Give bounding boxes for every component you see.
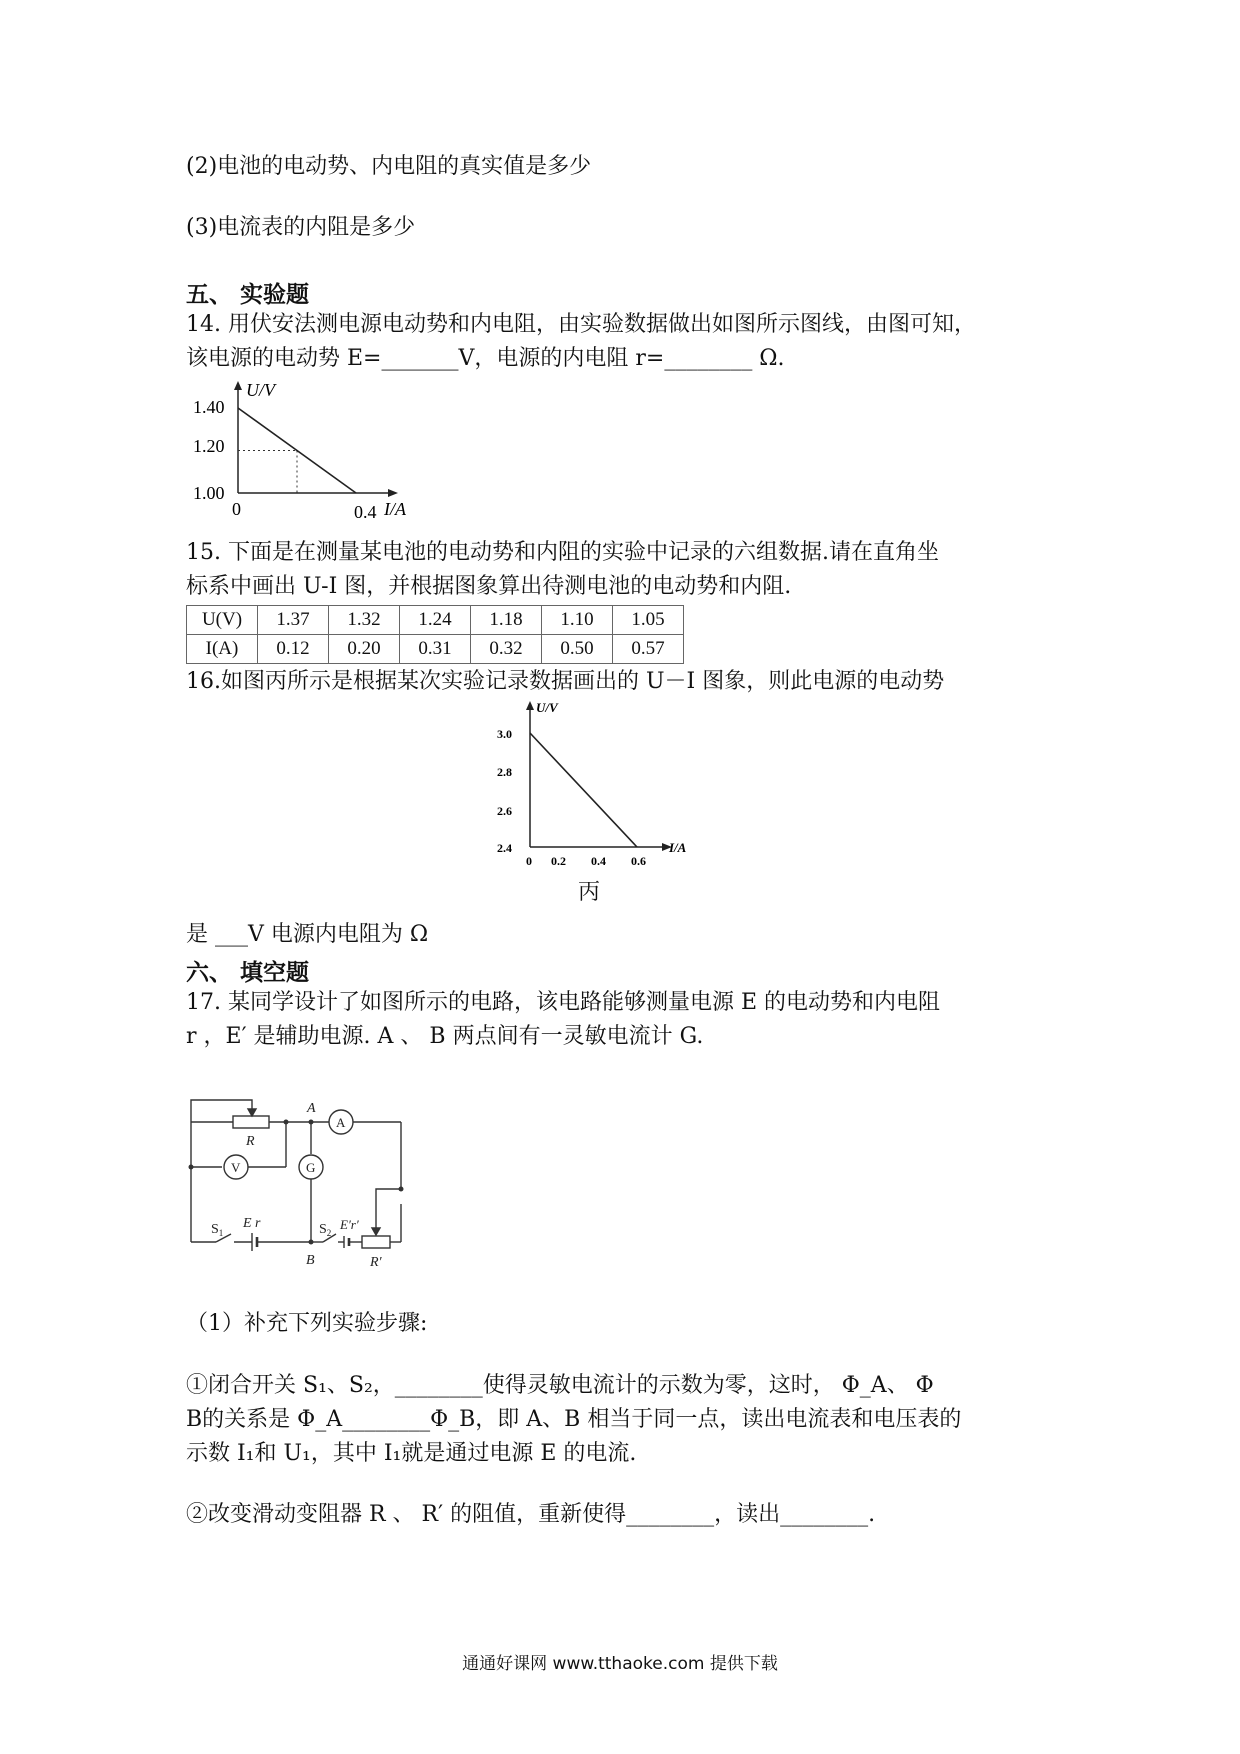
q17-step1-line1: ①闭合开关 S₁、S₂，________使得灵敏电流计的示数为零，这时， Φ_A、 Φ (186, 1373, 934, 1398)
q17-step-title: （1）补充下列实验步骤: (186, 1311, 428, 1336)
label-source-e-r: E r (243, 1216, 261, 1231)
q17-line2: r ，E′ 是辅助电源. A 、 B 两点间有一灵敏电流计 G. (186, 1024, 704, 1049)
section-6-title: 六、 填空题 (186, 960, 310, 986)
q13-part3: (3)电流表的内阻是多少 (186, 215, 416, 240)
q17-circuit-diagram (186, 1092, 426, 1272)
q16-chart (485, 697, 705, 872)
q15-line2: 标系中画出 U-I 图，并根据图象算出待测电池的电动势和内阻. (186, 574, 792, 599)
table-row (187, 606, 684, 635)
q16-x-axis-label: I/A (669, 840, 687, 855)
q16-y-axis-label: U/V (536, 700, 558, 715)
table-cell: 0.50 (542, 635, 613, 664)
q14-x-arrow (388, 489, 398, 497)
q16-line1: 16.如图丙所示是根据某次实验记录数据画出的 U－I 图象，则此电源的电动势 (186, 669, 945, 694)
q16-y-arrow (526, 701, 534, 710)
q16-y-tick-1: 3.0 (497, 727, 512, 741)
table-cell-u-label: U(V) (187, 606, 258, 635)
voltmeter-v-symbol: V (231, 1160, 241, 1175)
q14-data-line (238, 408, 356, 493)
q14-x-tick-1: 0.4 (354, 502, 377, 518)
q16-data-line (530, 733, 637, 847)
q16-x-tick-1: 0.2 (551, 854, 566, 868)
q14-x-axis-label: I/A (384, 499, 406, 518)
table-cell: 0.57 (613, 635, 684, 664)
q14-y-tick-1: 1.40 (193, 397, 225, 417)
table-cell-i-label: I(A) (187, 635, 258, 664)
q16-y-tick-4: 2.4 (497, 841, 512, 855)
table-cell: 0.31 (400, 635, 471, 664)
table-row (187, 635, 684, 664)
q14-chart (186, 378, 426, 518)
table-cell: 1.10 (542, 606, 613, 635)
table-cell: 1.24 (400, 606, 471, 635)
q17-line1: 17. 某同学设计了如图所示的电路，该电路能够测量电源 E 的电动势和内电阻 (186, 990, 941, 1015)
q16-x-tick-3: 0.6 (631, 854, 646, 868)
label-rheostat-r: R (246, 1134, 255, 1149)
q16-y-tick-2: 2.8 (497, 765, 512, 779)
galvanometer-g-symbol: G (306, 1160, 316, 1175)
q16-y-tick-3: 2.6 (497, 804, 512, 818)
label-source-e-prime: E′r′ (340, 1217, 359, 1232)
table-cell: 0.20 (329, 635, 400, 664)
q16-x-tick-0: 0 (526, 854, 532, 868)
table-cell: 1.32 (329, 606, 400, 635)
q14-y-tick-2: 1.20 (193, 436, 225, 456)
label-switch-s1: $S_1$ (211, 1222, 224, 1238)
q15-data-table (186, 605, 684, 664)
q17-step1-line2: B的关系是 Φ_A________Φ_B，即 A、B 相当于同一点，读出电流表和电压表的 (186, 1407, 962, 1432)
label-rheostat-r-prime: R′ (370, 1255, 382, 1270)
label-node-a: A (307, 1101, 316, 1116)
q14-y-tick-3: 1.00 (193, 483, 225, 503)
label-switch-s2: $S_2$ (319, 1222, 332, 1238)
q16-line2: 是 ___V 电源内电阻为 Ω (186, 922, 429, 947)
q14-y-arrow (234, 381, 242, 390)
label-node-b: B (306, 1253, 315, 1268)
section-5-title: 五、 实验题 (186, 282, 310, 308)
q15-line1: 15. 下面是在测量某电池的电动势和内阻的实验中记录的六组数据.请在直角坐 (186, 540, 939, 565)
q13-part2: (2)电池的电动势、内电阻的真实值是多少 (186, 154, 592, 179)
q16-figure-caption: 丙 (578, 880, 601, 905)
rheostat-r-prime (362, 1236, 390, 1248)
page-footer: 通通好课网 www.tthaoke.com 提供下载 (462, 1654, 778, 1674)
q17-step1-line3: 示数 I₁和 U₁，其中 I₁就是通过电源 E 的电流. (186, 1441, 637, 1466)
table-cell: 1.37 (258, 606, 329, 635)
table-cell: 0.32 (471, 635, 542, 664)
q14-x-tick-0: 0 (232, 499, 241, 518)
q14-line2: 该电源的电动势 E=_______V，电源的内电阻 r=________ Ω. (186, 346, 785, 371)
q14-y-axis-label: U/V (246, 380, 275, 400)
q14-line1: 14. 用伏安法测电源电动势和内电阻，由实验数据做出如图所示图线，由图可知， (186, 312, 976, 337)
q16-x-tick-2: 0.4 (591, 854, 606, 868)
rheostat-r (233, 1116, 269, 1128)
q17-step2: ②改变滑动变阻器 R 、 R′ 的阻值，重新使得________，读出________. (186, 1502, 876, 1527)
ammeter-a-symbol: A (336, 1115, 346, 1130)
table-cell: 1.18 (471, 606, 542, 635)
table-cell: 0.12 (258, 635, 329, 664)
table-cell: 1.05 (613, 606, 684, 635)
